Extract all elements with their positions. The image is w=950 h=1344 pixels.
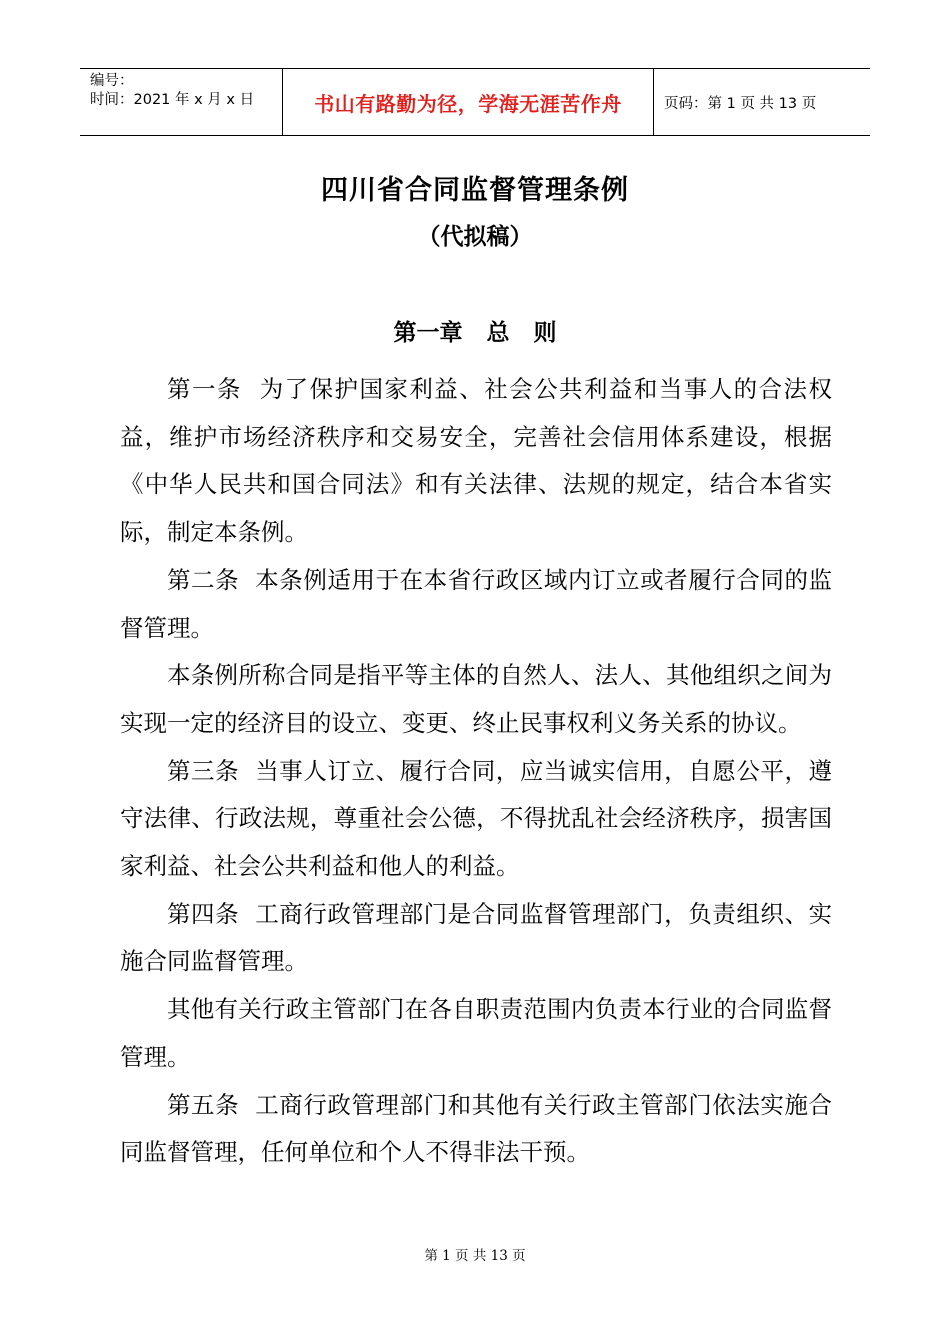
document-header <box>80 68 870 136</box>
document-title: 四川省合同监督管理条例 <box>321 175 629 206</box>
paragraph-text: 本条例适用于在本省行政区域内订立或者履行合同的监督管理。 <box>120 565 833 642</box>
paragraph-text: 其他有关行政主管部门在各自职责范围内负责本行业的合同监督管理。 <box>120 995 832 1071</box>
paragraph-text: 工商行政管理部门和其他有关行政主管部门依法实施合同监督管理，任何单位和个人不得非法干预。 <box>120 1090 833 1167</box>
document-number-label: 编号： <box>90 73 134 89</box>
paragraph-text: 为了保护国家利益、社会公共利益和当事人的合法权益，维护市场经济秩序和交易安全，完善社会信用体系建设，根据《中华人民共和国合同法》和有关法律、法规的规定，结合本省实际，制定本条例。 <box>120 375 833 547</box>
article-number: 第五条 <box>167 1090 240 1119</box>
article-number: 第一条 <box>167 375 242 403</box>
header-page-cell <box>654 69 870 135</box>
header-motto-cell <box>282 69 654 135</box>
paragraph-article-4-cont <box>120 986 832 1081</box>
paragraph-article-4 <box>120 891 832 986</box>
article-number: 第二条 <box>167 565 240 594</box>
motto-text: 书山有路勤为径，学海无涯苦作舟 <box>314 91 622 116</box>
document-time-label: 时间：2021 年 x 月 x 日 <box>90 92 255 108</box>
document-body <box>120 366 832 1177</box>
chapter-heading: 第一章 总 则 <box>393 320 557 346</box>
paragraph-text: 当事人订立、履行合同，应当诚实信用，自愿公平，遵守法律、行政法规，尊重社会公德，不得扰乱社会经济秩序，损害国家利益、社会公共利益和他人的利益。 <box>120 756 833 881</box>
page-code: 页码：第 1 页 共 13 页 <box>664 95 817 112</box>
paragraph-article-2-cont <box>120 652 832 747</box>
article-number: 第三条 <box>167 756 240 785</box>
page-footer: 第 1 页 共 13 页 <box>424 1248 526 1264</box>
document-subtitle: （代拟稿） <box>417 224 533 250</box>
paragraph-article-3 <box>120 748 832 891</box>
paragraph-article-5 <box>120 1082 832 1177</box>
paragraph-article-2 <box>120 557 832 652</box>
paragraph-text: 工商行政管理部门是合同监督管理部门，负责组织、实施合同监督管理。 <box>120 899 833 976</box>
header-meta <box>80 69 282 135</box>
article-number: 第四条 <box>167 899 240 928</box>
paragraph-text: 本条例所称合同是指平等主体的自然人、法人、其他组织之间为实现一定的经济目的设立、变更、终止民事权利义务关系的协议。 <box>120 661 832 737</box>
paragraph-article-1 <box>120 366 832 557</box>
